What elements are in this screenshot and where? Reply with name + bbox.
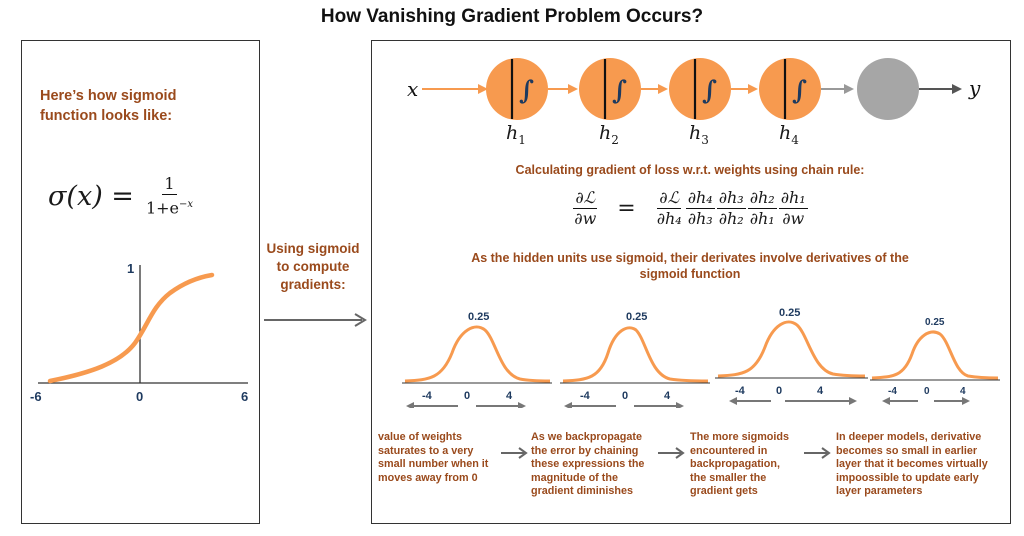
sigmoid-formula: [48, 170, 196, 222]
middle-label-line3: gradients:: [280, 277, 346, 292]
term-5-denominator: ∂w: [782, 209, 805, 228]
deriv-4-tick-4: 4: [960, 386, 966, 397]
middle-label-line1: Using sigmoid: [266, 241, 360, 256]
derivative-plot-2: [558, 308, 713, 408]
deriv-2-tick-neg4: -4: [580, 390, 590, 402]
description-1-line3: small number when it: [378, 458, 489, 470]
hidden-node-3: [669, 58, 731, 120]
deriv-2-curve: [563, 328, 708, 381]
lhs-denominator: ∂w: [574, 209, 597, 228]
term-5-fraction: [779, 188, 808, 229]
sigmoid-formula-exponent: −x: [179, 198, 194, 210]
deriv-1-tick-0: 0: [464, 390, 471, 402]
deriv-4-peak: 0.25: [925, 317, 945, 328]
description-2: [531, 431, 676, 499]
edge-h4-out-head: [844, 84, 854, 94]
term-2-denominator: ∂h₃: [687, 209, 713, 228]
deriv-3-curve: [718, 322, 865, 376]
term-4-fraction: [748, 188, 777, 229]
hidden-label-1: [506, 122, 526, 147]
middle-label-line2: to compute: [276, 259, 350, 274]
middle-arrow: [262, 310, 372, 330]
deriv-1-right-arrow-head: [518, 402, 526, 408]
deriv-1-peak: 0.25: [468, 311, 490, 323]
sigmoid-derivative-note: [372, 250, 1008, 282]
term-3-fraction: [717, 188, 746, 229]
deriv-4-right-arrow-head: [962, 397, 970, 405]
hidden-label-1-sub: 1: [518, 132, 526, 147]
description-4-line2: becomes so small in earlier: [836, 444, 978, 457]
sigmoid-heading-line2: function looks like:: [40, 108, 173, 124]
deriv-3-right-arrow-head: [849, 397, 857, 405]
derivative-plot-4: [868, 314, 1004, 409]
hidden-label-3-base: h: [689, 122, 702, 144]
chain-rule-heading: Calculating gradient of loss w.r.t. weights using chain rule:: [515, 163, 865, 177]
deriv-3-tick-0: 0: [776, 385, 783, 397]
sigmoid-formula-den-base: 1+e: [145, 198, 179, 218]
hidden-label-2: [599, 122, 619, 147]
description-3: [690, 431, 815, 499]
deriv-4-left-arrow-head: [882, 397, 890, 405]
lhs-fraction: [572, 188, 598, 229]
note-line2: sigmoid function: [639, 267, 741, 281]
description-1-line1: value of weights: [378, 431, 462, 443]
derivative-plot-3: [713, 305, 870, 405]
description-2-line1: As we backpropagate: [531, 431, 643, 443]
description-4: [836, 431, 1006, 499]
deriv-1-tick-4: 4: [506, 390, 513, 402]
middle-label: [258, 240, 368, 294]
flow-arrow-1: [500, 446, 532, 460]
description-3-line5: gradient gets: [690, 485, 758, 497]
deriv-3-left-arrow-head: [729, 397, 737, 405]
deriv-2-tick-4: 4: [664, 390, 671, 402]
hidden-label-4: [779, 122, 799, 147]
description-4-line1: In deeper models, derivative: [836, 431, 982, 443]
sigmoid-formula-numerator: 1: [164, 173, 175, 193]
sigmoid-plot: [30, 255, 255, 415]
term-1-numerator: ∂ℒ: [659, 188, 680, 207]
edge-h1-h2-head: [568, 84, 578, 94]
description-3-line3: backpropagation,: [690, 458, 780, 470]
deriv-1-left-arrow-head: [406, 402, 414, 408]
hidden-label-4-sub: 4: [791, 132, 799, 147]
description-1: [378, 431, 503, 485]
node-symbol-1: ∫: [519, 76, 535, 106]
description-2-line5: gradient diminishes: [531, 485, 633, 497]
term-4-denominator: ∂h₁: [749, 209, 775, 228]
description-3-line1: The more sigmoids: [690, 431, 789, 443]
lhs-numerator: ∂ℒ: [575, 188, 596, 207]
flow-arrow-2: [657, 446, 689, 460]
hidden-label-4-base: h: [779, 122, 792, 144]
sigmoid-heading: [40, 86, 240, 126]
deriv-2-tick-0: 0: [622, 390, 629, 402]
sigmoid-curve: [50, 275, 212, 381]
output-y: y: [969, 76, 981, 100]
sigmoid-formula-denominator: [144, 195, 195, 218]
term-4-numerator: ∂h₂: [749, 188, 775, 207]
description-3-line2: encountered in: [690, 444, 768, 457]
deriv-3-tick-4: 4: [817, 385, 824, 397]
output-node: [857, 58, 919, 120]
flow-arrow-3: [803, 446, 835, 460]
term-1-denominator: ∂h₄: [656, 209, 682, 228]
description-2-line4: magnitude of the: [531, 471, 618, 484]
deriv-3-tick-neg4: -4: [735, 385, 745, 397]
input-x: x: [407, 77, 419, 101]
term-1-fraction: [655, 188, 684, 229]
term-3-denominator: ∂h₂: [718, 209, 744, 228]
deriv-2-right-arrow-head: [676, 402, 684, 408]
description-4-line5: layer parameters: [836, 485, 923, 497]
hidden-node-1: [486, 58, 548, 120]
description-4-line3: layer that it becomes virtually: [836, 458, 988, 470]
sigmoid-formula-fraction: [144, 174, 195, 218]
derivative-plot-1: [400, 308, 555, 408]
node-symbol-2: ∫: [612, 76, 628, 106]
description-1-line2: saturates to a very: [378, 444, 474, 457]
hidden-label-3: [689, 122, 709, 147]
sigmoid-y-tick-1: 1: [127, 261, 135, 276]
deriv-2-left-arrow-head: [564, 402, 572, 408]
sigmoid-x-tick-0: 0: [136, 389, 144, 404]
sigmoid-heading-line1: Here’s how sigmoid: [40, 88, 177, 104]
hidden-node-2: [579, 58, 641, 120]
hidden-node-4: [759, 58, 821, 120]
deriv-2-peak: 0.25: [626, 311, 648, 323]
description-4-line4: impoossible to update early: [836, 471, 979, 484]
page-title: How Vanishing Gradient Problem Occurs?: [320, 6, 704, 27]
sigmoid-formula-lhs: σ(x) =: [48, 180, 134, 212]
term-5-numerator: ∂h₁: [780, 188, 806, 207]
hidden-label-2-sub: 2: [611, 132, 619, 147]
sigmoid-x-tick-neg6: -6: [30, 389, 42, 404]
deriv-4-curve: [872, 332, 998, 378]
description-2-line3: these expressions the: [531, 458, 645, 470]
deriv-3-peak: 0.25: [779, 307, 801, 319]
description-1-line4: moves away from 0: [378, 471, 478, 484]
hidden-label-3-sub: 3: [701, 132, 709, 147]
sigmoid-x-tick-6: 6: [241, 389, 249, 404]
term-2-fraction: [686, 188, 715, 229]
deriv-1-tick-neg4: -4: [422, 390, 432, 402]
term-2-numerator: ∂h₄: [687, 188, 713, 207]
edge-h2-h3-head: [658, 84, 668, 94]
hidden-label-1-base: h: [506, 122, 519, 144]
term-3-numerator: ∂h₃: [718, 188, 744, 207]
chain-rule-equation: [372, 188, 1008, 229]
edge-h3-h4-head: [748, 84, 758, 94]
equals-sign: =: [617, 196, 636, 221]
deriv-4-tick-0: 0: [924, 386, 930, 397]
node-symbol-3: ∫: [702, 76, 718, 106]
deriv-1-curve: [405, 327, 550, 381]
edge-out-y-head: [952, 84, 962, 94]
node-symbol-4: ∫: [792, 76, 808, 106]
description-3-line4: the smaller the: [690, 471, 767, 484]
hidden-label-2-base: h: [599, 122, 612, 144]
description-2-line2: the error by chaining: [531, 444, 639, 457]
deriv-4-tick-neg4: -4: [888, 386, 897, 397]
note-line1: As the hidden units use sigmoid, their derivates involve derivatives of the: [471, 251, 909, 265]
